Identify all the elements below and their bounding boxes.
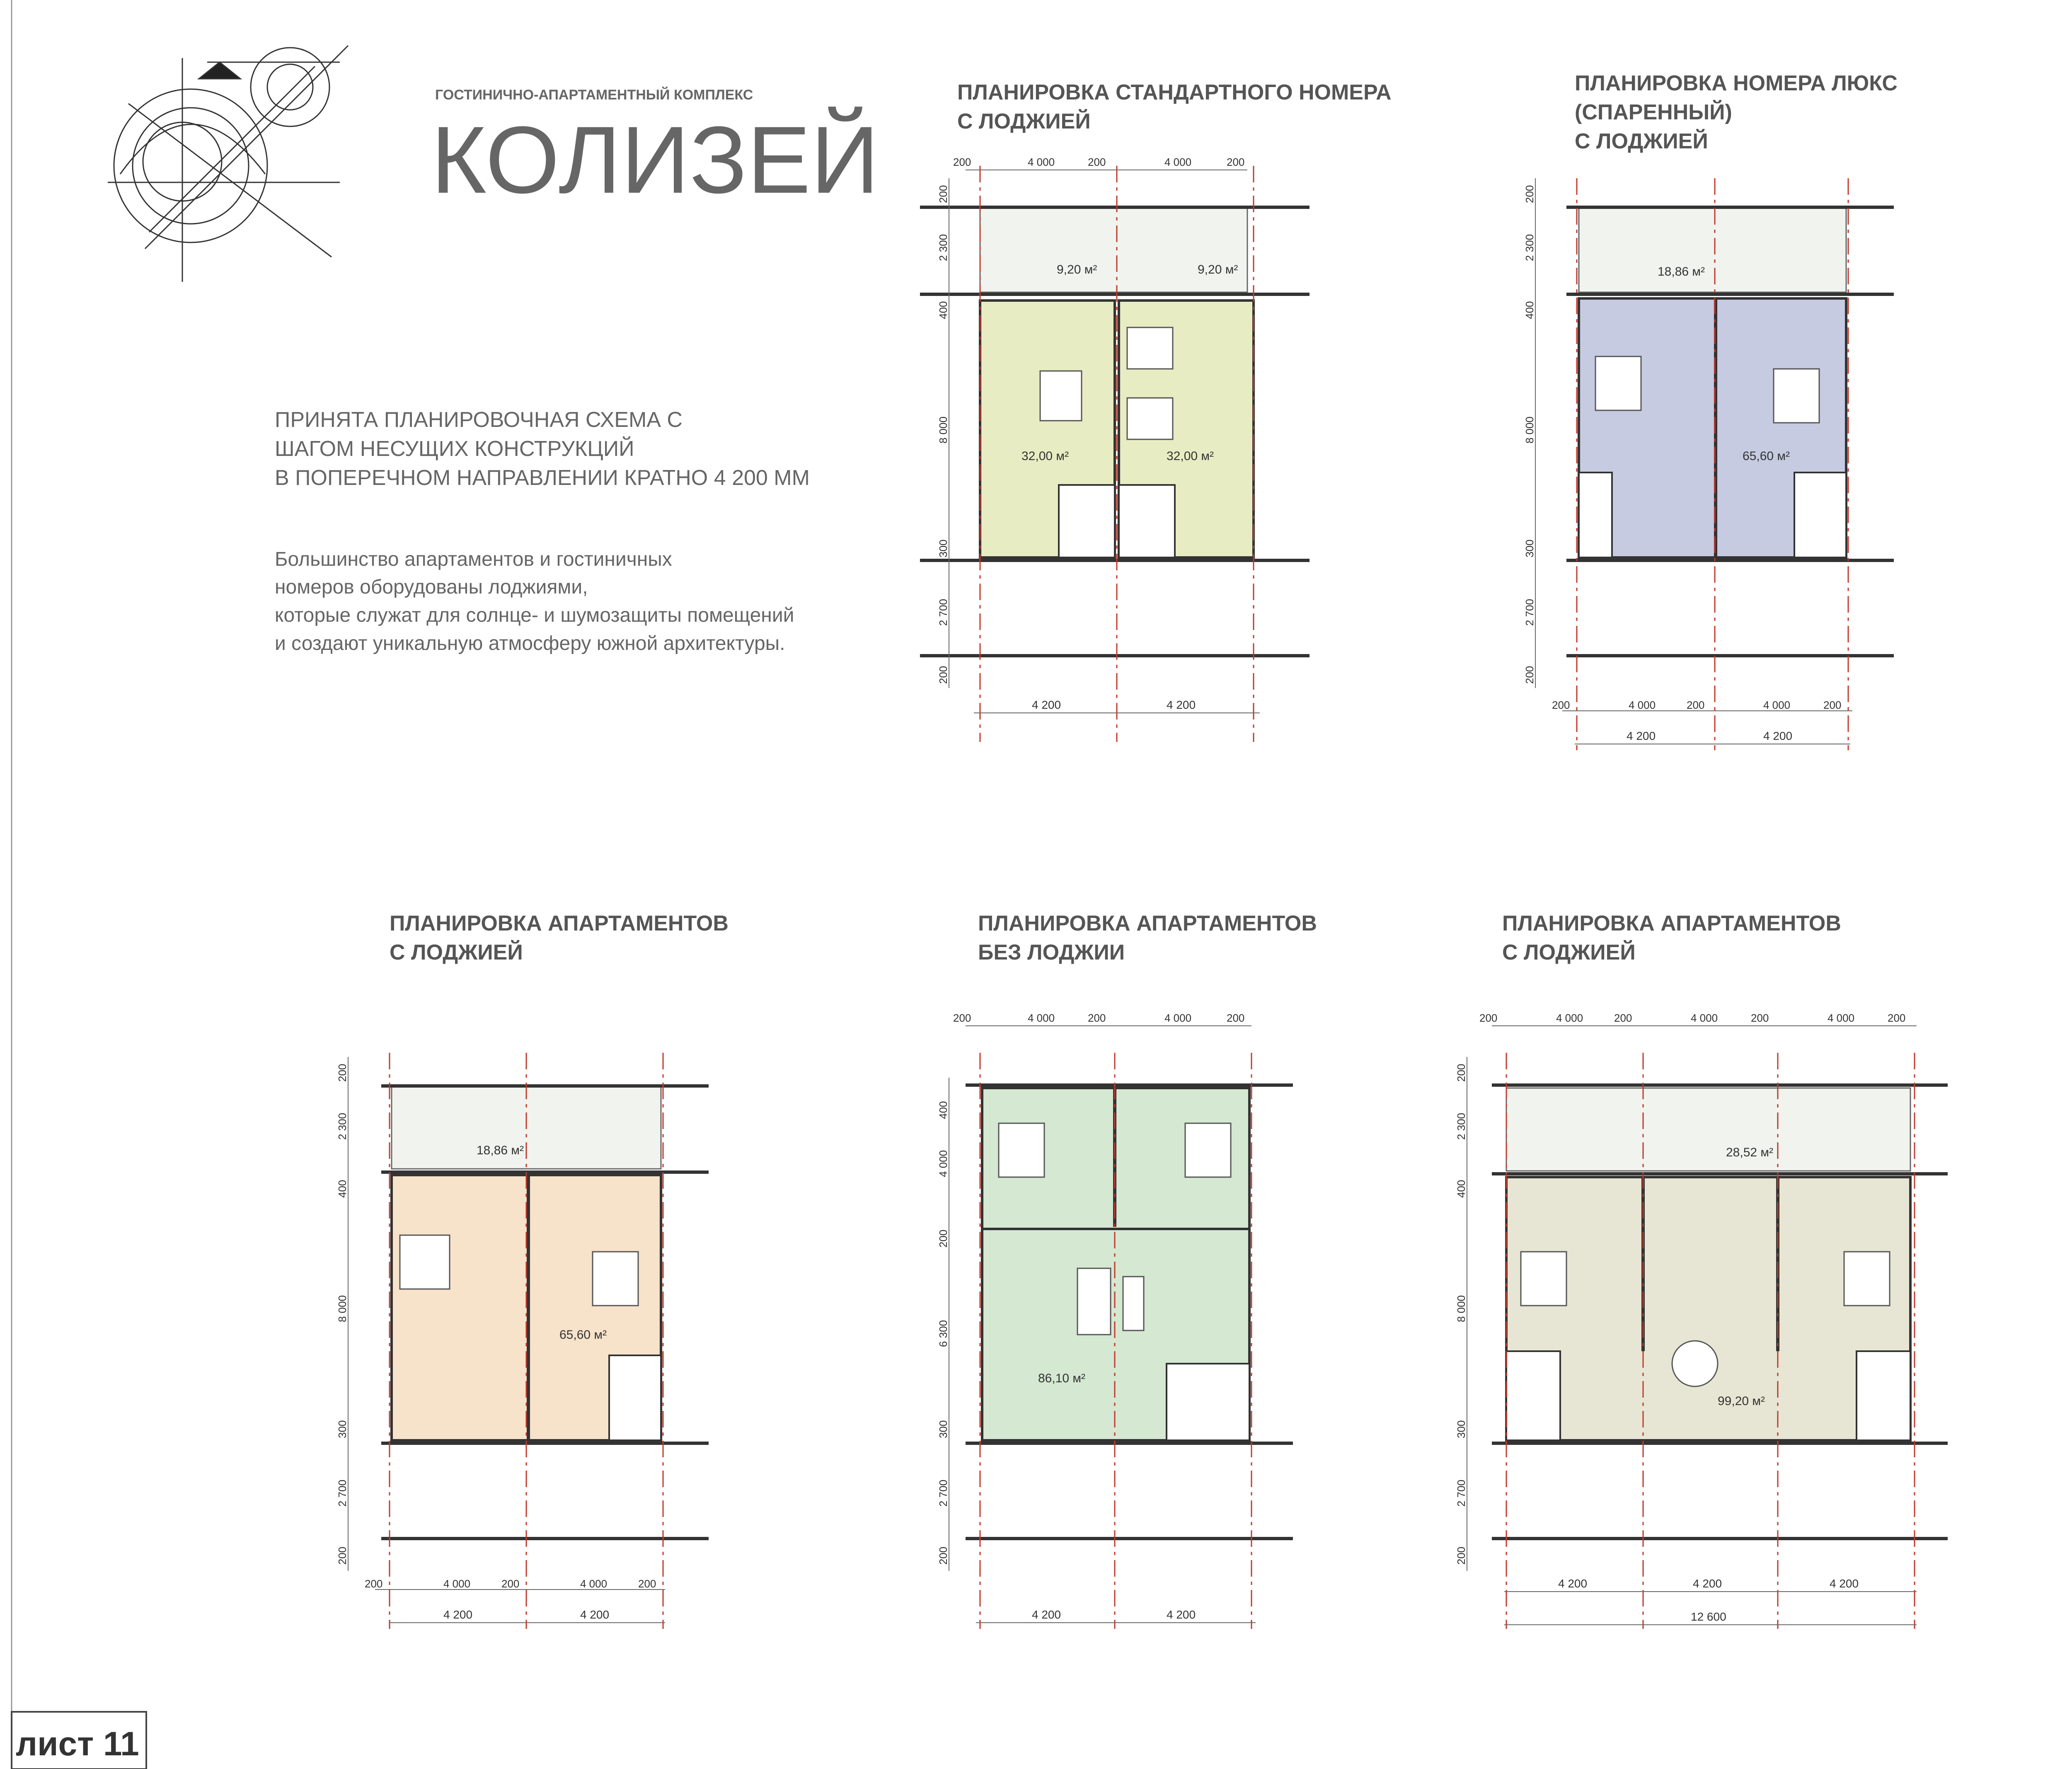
description-text	[275, 548, 794, 654]
standard-left-dim-6: 2 700	[937, 599, 949, 626]
lux-bottom-dim-a4: 4 000	[1763, 699, 1791, 711]
apt-loggia-left-dim-6: 2 700	[336, 1479, 349, 1507]
apt-no-loggia-bottom-dim-2: 4 200	[1167, 1608, 1196, 1621]
intro-line-3: В ПОПЕРЕЧНОМ НАПРАВЛЕНИИ КРАТНО 4 200 ММ	[275, 466, 810, 490]
plan-apt-no-loggia-title-2: БЕЗ ЛОДЖИИ	[978, 940, 1125, 964]
apt-large-bottom-dim-b1: 12 600	[1691, 1610, 1726, 1623]
apt-no-loggia-left-dim-2: 4 000	[937, 1150, 949, 1177]
apt-no-loggia-left-dim-7: 200	[937, 1546, 949, 1565]
lux-left-dim-6: 2 700	[1523, 599, 1536, 626]
standard-left-dim-4: 8 000	[937, 416, 949, 443]
apt-loggia-bottom-dim-b2: 4 200	[580, 1608, 610, 1621]
description-line-2: номеров оборудованы лоджиями,	[275, 576, 588, 598]
header-title: КОЛИЗЕЙ	[431, 107, 879, 213]
standard-left-dim-2: 2 300	[937, 234, 949, 261]
standard-loggia	[980, 207, 1247, 292]
apt-large-bath-right	[1857, 1351, 1910, 1440]
apt-large-top-dim-1: 200	[1479, 1012, 1498, 1024]
standard-left-dim-7: 200	[937, 666, 949, 684]
apt-large-bottom-dim-a3: 4 200	[1830, 1577, 1859, 1590]
standard-top-dim-3: 200	[1088, 156, 1106, 168]
plan-lux-title-1: ПЛАНИРОВКА НОМЕРА ЛЮКС	[1575, 71, 1898, 95]
lux-left-dim-1: 200	[1523, 185, 1536, 203]
apt-large-top-dim-4: 4 000	[1691, 1012, 1718, 1024]
apt-loggia-bed-left	[400, 1235, 450, 1289]
apt-loggia-left-dim-7: 200	[336, 1546, 349, 1565]
apt-loggia-area-1: 18,86 м²	[477, 1144, 524, 1157]
standard-left-dim-3: 400	[937, 301, 949, 319]
intro-text	[275, 408, 810, 490]
apt-large-left-dim-4: 8 000	[1455, 1295, 1467, 1322]
standard-left-dim-5: 300	[937, 539, 949, 557]
apt-no-loggia-top-dim-4: 4 000	[1164, 1012, 1192, 1024]
apt-no-loggia-left-dim-1: 400	[937, 1101, 949, 1119]
apt-large-bath-left	[1506, 1351, 1560, 1440]
standard-bottom-dim-1: 4 200	[1032, 698, 1061, 711]
lux-left-dim-2: 2 300	[1523, 234, 1536, 261]
apt-no-loggia-top-dim-5: 200	[1227, 1012, 1245, 1024]
apt-loggia-bottom-dim-a4: 4 000	[580, 1578, 608, 1590]
apt-large-top-dim-2: 4 000	[1556, 1012, 1583, 1024]
apt-loggia-bottom-dim-a2: 4 000	[443, 1578, 471, 1590]
apt-no-loggia-bath	[1167, 1364, 1249, 1440]
apt-large-top-dim-6: 4 000	[1828, 1012, 1855, 1024]
standard-bottom-dim-2: 4 200	[1167, 698, 1196, 711]
logo	[108, 46, 348, 282]
apt-loggia-left-dim-4: 8 000	[336, 1295, 349, 1322]
apt-no-loggia-left-dim-3: 200	[937, 1229, 949, 1248]
lux-area-2: 65,60 м²	[1743, 449, 1790, 463]
standard-bed-right-1	[1127, 327, 1173, 369]
sheet-label-text: лист 11	[16, 1725, 139, 1763]
apt-loggia-left-dim-2: 2 300	[336, 1112, 349, 1140]
intro-line-2: ШАГОМ НЕСУЩИХ КОНСТРУКЦИЙ	[275, 437, 634, 461]
lux-bath-right	[1794, 473, 1846, 557]
standard-top-dim-1: 200	[953, 156, 971, 168]
apt-loggia-bottom-dim-b1: 4 200	[443, 1608, 473, 1621]
apt-no-loggia-top-dim-3: 200	[1088, 1012, 1106, 1024]
apt-large-left-dim-6: 2 700	[1455, 1479, 1467, 1507]
plan-lux-title-2: (СПАРЕННЫЙ)	[1575, 100, 1732, 124]
lux-bottom-dim-a5: 200	[1823, 699, 1842, 711]
apt-no-loggia-left-dim-5: 300	[937, 1420, 949, 1438]
apt-no-loggia-top-dim-1: 200	[953, 1012, 971, 1024]
plan-apt-no-loggia-title-1: ПЛАНИРОВКА АПАРТАМЕНТОВ	[978, 911, 1317, 935]
apt-no-loggia-bed-left	[999, 1123, 1044, 1177]
lux-bath-left	[1579, 473, 1612, 557]
standard-top-dim-4: 4 000	[1164, 156, 1192, 168]
apt-large-area-1: 28,52 м²	[1726, 1146, 1774, 1159]
description-line-1: Большинство апартаментов и гостиничных	[275, 548, 672, 570]
standard-area-4: 32,00 м²	[1167, 449, 1214, 463]
apt-large-room	[1506, 1177, 1910, 1440]
apt-no-loggia-area-1: 86,10 м²	[1038, 1372, 1086, 1385]
standard-top-dim-2: 4 000	[1028, 156, 1055, 168]
lux-bottom-dim-a2: 4 000	[1629, 699, 1656, 711]
apt-large-left-dim-3: 400	[1455, 1180, 1467, 1198]
plan-standard-title-2: С ЛОДЖИЕЙ	[957, 109, 1091, 133]
plan-standard-title-1: ПЛАНИРОВКА СТАНДАРТНОГО НОМЕРА	[957, 80, 1392, 104]
apt-no-loggia-bottom-dim-1: 4 200	[1032, 1608, 1061, 1621]
apt-large-area-2: 99,20 м²	[1718, 1394, 1765, 1408]
lux-left-dim-4: 8 000	[1523, 416, 1536, 443]
sheet-label	[12, 1712, 146, 1769]
header-subtitle: ГОСТИНИЧНО-АПАРТАМЕНТНЫЙ КОМПЛЕКС	[435, 87, 753, 103]
lux-left-dim-7: 200	[1523, 666, 1536, 684]
apt-large-bottom-dim-a1: 4 200	[1558, 1577, 1588, 1590]
lux-loggia	[1579, 207, 1846, 292]
apt-no-loggia-top-dim-2: 4 000	[1028, 1012, 1055, 1024]
apt-large-bed-right	[1844, 1252, 1890, 1306]
lux-bottom-dim-b2: 4 200	[1763, 729, 1793, 742]
plan-apt-loggia-title-1: ПЛАНИРОВКА АПАРТАМЕНТОВ	[390, 911, 729, 935]
apt-large-bed-left	[1521, 1252, 1566, 1306]
standard-bed-left	[1040, 371, 1082, 421]
apt-no-loggia-sofa	[1077, 1268, 1111, 1335]
apt-loggia-bottom-dim-a3: 200	[501, 1578, 520, 1590]
apt-large-bottom-dim-a2: 4 200	[1693, 1577, 1722, 1590]
lux-bottom-dim-a1: 200	[1552, 699, 1570, 711]
description-line-3: которые служат для солнце- и шумозащиты помещений	[275, 604, 794, 626]
plan-apt-large-title-1: ПЛАНИРОВКА АПАРТАМЕНТОВ	[1502, 911, 1841, 935]
standard-top-dim-5: 200	[1227, 156, 1245, 168]
apt-loggia-left-dim-3: 400	[336, 1180, 349, 1198]
apt-loggia-bed-right	[593, 1252, 638, 1306]
standard-area-2: 9,20 м²	[1198, 263, 1238, 276]
apt-no-loggia-bed-right	[1185, 1123, 1231, 1177]
apt-large-left-dim-7: 200	[1455, 1546, 1467, 1565]
apt-loggia-area-2: 65,60 м²	[559, 1328, 607, 1342]
plan-lux-title-3: С ЛОДЖИЕЙ	[1575, 129, 1708, 153]
plan-apt-large-title-2: С ЛОДЖИЕЙ	[1502, 940, 1636, 964]
lux-bed-right	[1774, 369, 1819, 423]
lux-bottom-dim-a3: 200	[1687, 699, 1705, 711]
plan-apt-large	[1455, 911, 1948, 1629]
standard-area-3: 32,00 м²	[1021, 449, 1069, 463]
apt-loggia-bath	[609, 1355, 661, 1440]
apt-loggia-bottom-dim-a5: 200	[638, 1578, 656, 1590]
plan-apt-no-loggia	[937, 911, 1317, 1629]
apt-large-dining-table	[1672, 1341, 1718, 1386]
lux-bottom-dim-b1: 4 200	[1627, 729, 1656, 742]
apt-large-left-dim-5: 300	[1455, 1420, 1467, 1438]
lux-left-dim-5: 300	[1523, 539, 1536, 557]
plan-standard	[920, 80, 1392, 742]
plan-lux	[1523, 71, 1898, 750]
apt-loggia-bottom-dim-a1: 200	[365, 1578, 383, 1590]
lux-bed-left	[1595, 356, 1641, 410]
apt-large-top-dim-5: 200	[1751, 1012, 1769, 1024]
apt-no-loggia-left-dim-4: 6 300	[937, 1320, 949, 1347]
apt-loggia-left-dim-1: 200	[336, 1064, 349, 1082]
apt-large-top-dim-7: 200	[1888, 1012, 1906, 1024]
apt-large-left-dim-2: 2 300	[1455, 1112, 1467, 1140]
apt-loggia-left-dim-5: 300	[336, 1420, 349, 1438]
plan-apt-loggia	[336, 911, 729, 1629]
lux-left-dim-3: 400	[1523, 301, 1536, 319]
standard-area-1: 9,20 м²	[1057, 263, 1097, 276]
apt-large-loggia	[1506, 1088, 1910, 1171]
lux-area-1: 18,86 м²	[1658, 265, 1705, 279]
apt-large-top-dim-3: 200	[1614, 1012, 1632, 1024]
apt-large-left-dim-1: 200	[1455, 1064, 1467, 1082]
standard-bath-right	[1119, 485, 1175, 557]
standard-bed-right-2	[1127, 398, 1173, 439]
apt-no-loggia-left-dim-6: 2 700	[937, 1479, 949, 1507]
standard-left-dim-1: 200	[937, 185, 949, 203]
intro-line-1: ПРИНЯТА ПЛАНИРОВОЧНАЯ СХЕМА С	[275, 408, 683, 432]
plan-apt-loggia-title-2: С ЛОДЖИЕЙ	[390, 940, 523, 964]
description-line-4: и создают уникальную атмосферу южной архитектуры.	[275, 632, 785, 654]
apt-no-loggia-table	[1123, 1277, 1144, 1330]
standard-bath-left	[1059, 485, 1115, 557]
